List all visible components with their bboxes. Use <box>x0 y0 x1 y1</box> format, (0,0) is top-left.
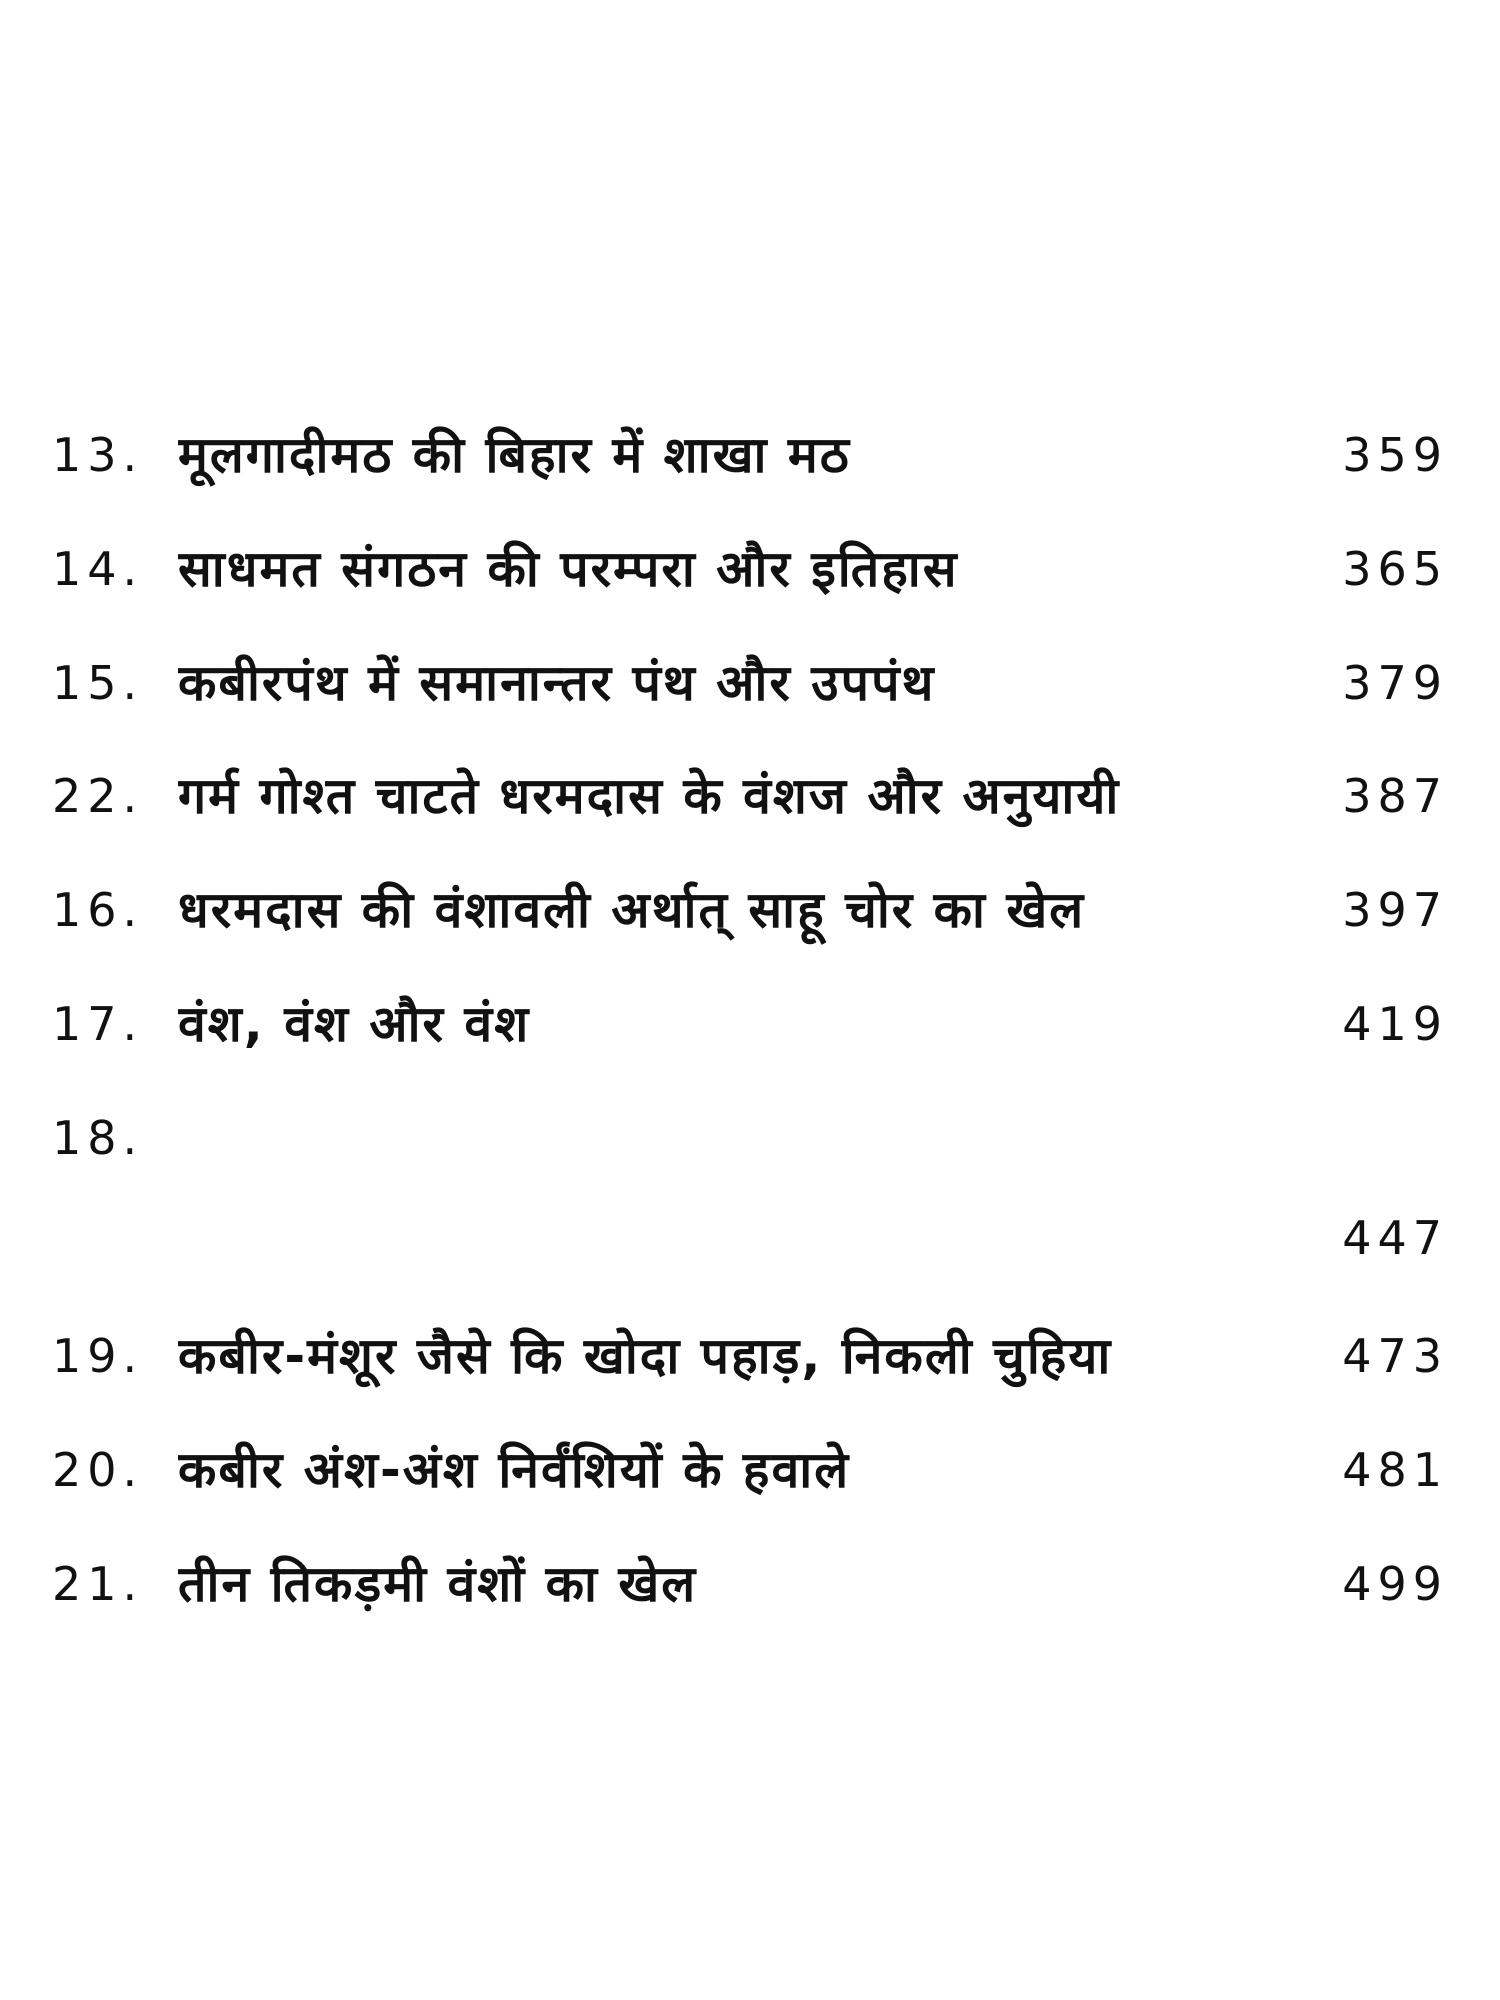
entry-page-number: 499 <box>1342 1557 1448 1611</box>
entry-title: कबीर अंश-अंश निर्वंशियों के हवाले <box>178 1441 851 1499</box>
toc-entry <box>0 1098 1500 1298</box>
entry-number: 22. <box>52 769 144 823</box>
entry-number: 18. <box>52 1111 144 1165</box>
entry-number: 15. <box>52 656 144 710</box>
entry-number: 16. <box>52 883 144 937</box>
toc-entry <box>0 870 1500 950</box>
entry-page-number: 447 <box>1342 1211 1448 1265</box>
entry-page-number: 379 <box>1342 656 1448 710</box>
entry-number: 13. <box>52 428 144 482</box>
toc-entry <box>0 984 1500 1064</box>
entry-number: 17. <box>52 997 144 1051</box>
toc-entry <box>0 415 1500 495</box>
entry-number: 20. <box>52 1443 144 1497</box>
entry-page-number: 365 <box>1342 542 1448 596</box>
entry-title: धरमदास की वंशावली अर्थात् साहू चोर का खेल <box>178 881 1086 939</box>
entry-page-number: 387 <box>1342 769 1448 823</box>
entry-title: वंश, वंश और वंश <box>178 995 531 1053</box>
entry-title: कबीरपंथ में समानान्तर पंथ और उपपंथ <box>178 654 936 712</box>
toc-entry <box>0 1316 1500 1396</box>
toc-entry <box>0 643 1500 723</box>
entry-title: साधमत संगठन की परम्परा और इतिहास <box>178 540 959 598</box>
entry-page-number: 359 <box>1342 428 1448 482</box>
toc-entry <box>0 1544 1500 1624</box>
entry-title: गर्म गोश्त चाटते धरमदास के वंशज और अनुयायी <box>178 767 1121 825</box>
entry-title: कबीर-मंशूर जैसे कि खोदा पहाड़, निकली चुहिया <box>178 1327 1113 1385</box>
entry-title: मूलगादीमठ की बिहार में शाखा मठ <box>178 426 851 484</box>
entry-number: 19. <box>52 1329 144 1383</box>
entry-number: 14. <box>52 542 144 596</box>
toc-entry <box>0 1430 1500 1510</box>
entry-page-number: 397 <box>1342 883 1448 937</box>
entry-title: तीन तिकड़मी वंशों का खेल <box>178 1555 698 1613</box>
toc-entry <box>0 756 1500 836</box>
toc-entry <box>0 529 1500 609</box>
entry-page-number: 481 <box>1342 1443 1448 1497</box>
entry-page-number: 419 <box>1342 997 1448 1051</box>
entry-number: 21. <box>52 1557 144 1611</box>
entry-page-number: 473 <box>1342 1329 1448 1383</box>
